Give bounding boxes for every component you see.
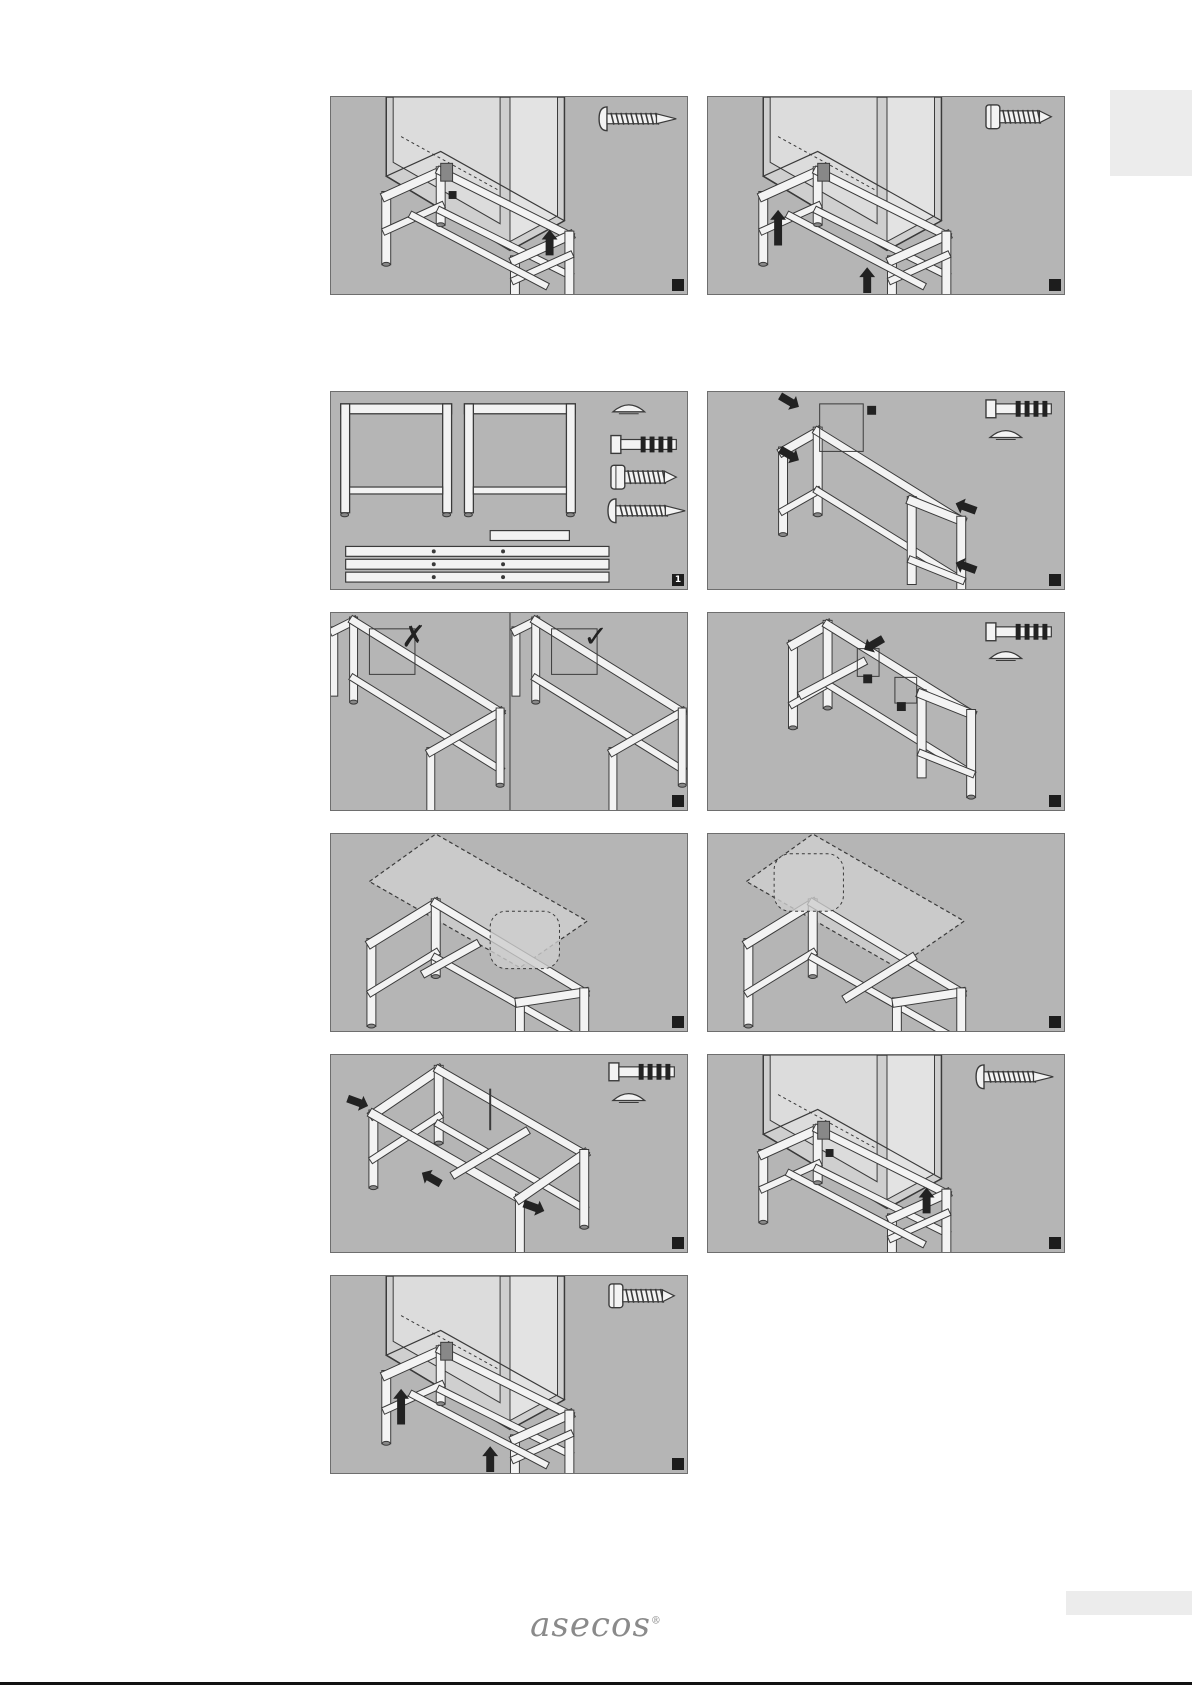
illustration-panel-long-frame [330, 1054, 688, 1253]
step-marker [1049, 1237, 1061, 1249]
illustration-panel-cabinet-screw-b [707, 96, 1065, 295]
step-marker [672, 279, 684, 291]
assembly-drawing [331, 97, 687, 294]
section-tab [1110, 90, 1192, 176]
assembly-drawing [708, 97, 1064, 294]
illustration-panel-crossbar-mount [707, 612, 1065, 811]
assembly-drawing [331, 1055, 687, 1252]
illustration-panel-sink-left [707, 833, 1065, 1032]
step-marker [1049, 279, 1061, 291]
step-marker [1049, 1016, 1061, 1028]
step-marker [672, 1237, 684, 1249]
illustration-panel-parts-overview [330, 391, 688, 590]
illustration-panel-cabinet-screw-c [707, 1054, 1065, 1253]
assembly-drawing [331, 834, 687, 1031]
step-marker [672, 1016, 684, 1028]
illustration-panel-cabinet-screw-a [330, 96, 688, 295]
svg-text:✓: ✓ [583, 619, 609, 655]
assembly-drawing [708, 392, 1064, 589]
illustration-panel-sink-right [330, 833, 688, 1032]
step-marker [1049, 795, 1061, 807]
svg-text:✗: ✗ [401, 619, 426, 655]
assembly-drawing [331, 392, 687, 589]
step-marker [672, 795, 684, 807]
assembly-drawing [331, 1276, 687, 1473]
illustration-panel-orientation-check [330, 612, 688, 811]
step-marker [1049, 574, 1061, 586]
step-marker: 1 [672, 574, 684, 586]
assembly-drawing [708, 834, 1064, 1031]
logo-text: asecos [530, 1605, 651, 1645]
logo-trademark: ® [650, 1615, 662, 1627]
assembly-drawing [708, 1055, 1064, 1252]
brand-logo [0, 1605, 1192, 1645]
illustration-panel-frame-connect [707, 391, 1065, 590]
assembly-drawing [708, 613, 1064, 810]
assembly-drawing [331, 613, 687, 810]
illustration-panel-cabinet-screw-d [330, 1275, 688, 1474]
step-marker [672, 1458, 684, 1470]
